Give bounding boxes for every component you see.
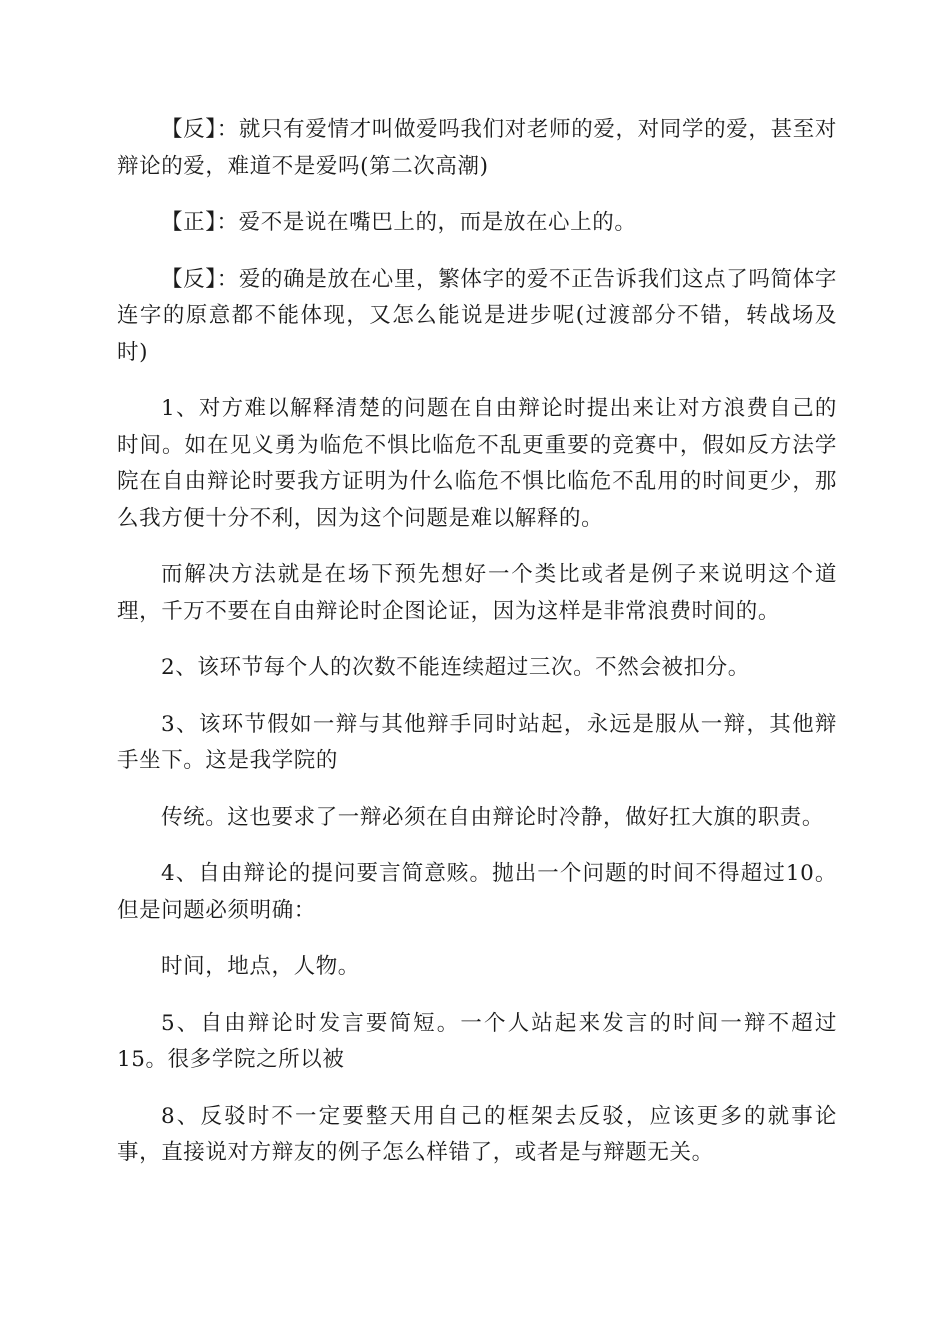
paragraph-zheng-heart: 【正】：爱不是说在嘴巴上的，而是放在心上的。 — [161, 210, 637, 235]
paragraph-fan-love: 【反】：就只有爱情才叫做爱吗我们对老师的爱，对同学的爱，甚至对辩论的爱，难道不是爱吗(第二次高潮) — [117, 117, 837, 179]
paragraph-point-8: 8、反驳时不一定要整天用自己的框架去反驳，应该更多的就事论事，直接说对方辩友的例子怎么样错了，或者是与辩题无关。 — [117, 1103, 837, 1165]
paragraph-fan-traditional: 【反】：爱的确是放在心里，繁体字的爱不正告诉我们这点了吗简体字连字的原意都不能体现，又怎么能说是进步呢(过渡部分不错，转战场及时) — [117, 266, 837, 365]
paragraph-solution: 而解决方法就是在场下预先想好一个类比或者是例子来说明这个道理，千万不要在自由辩论时企图论证，因为这样是非常浪费时间的。 — [117, 562, 837, 624]
paragraph-point-1: 1、对方难以解释清楚的问题在自由辩论时提出来让对方浪费自己的时间。如在见义勇为临危不惧比临危不乱更重要的竞赛中，假如反方法学院在自由辩论时要我方证明为什么临危不惧比临危不乱用的时间更少，那么我方便十分不利，因为这个问题是难以解释的。 — [117, 396, 837, 531]
paragraph-point-3: 3、该环节假如一辩与其他辩手同时站起，永远是服从一辩，其他辩手坐下。这是我学院的 — [117, 711, 837, 773]
paragraph-point-2: 2、该环节每个人的次数不能连续超过三次。不然会被扣分。 — [161, 655, 750, 680]
paragraph-point-5: 5、自由辩论时发言要简短。一个人站起来发言的时间一辩不超过15。很多学院之所以被 — [117, 1010, 837, 1072]
paragraph-time-place: 时间，地点，人物。 — [161, 954, 360, 979]
paragraph-tradition: 传统。这也要求了一辩必须在自由辩论时冷静，做好扛大旗的职责。 — [161, 804, 825, 830]
paragraph-point-4: 4、自由辩论的提问要言简意赅。抛出一个问题的时间不得超过10。但是问题必须明确： — [117, 861, 837, 923]
document-body — [117, 112, 837, 1192]
